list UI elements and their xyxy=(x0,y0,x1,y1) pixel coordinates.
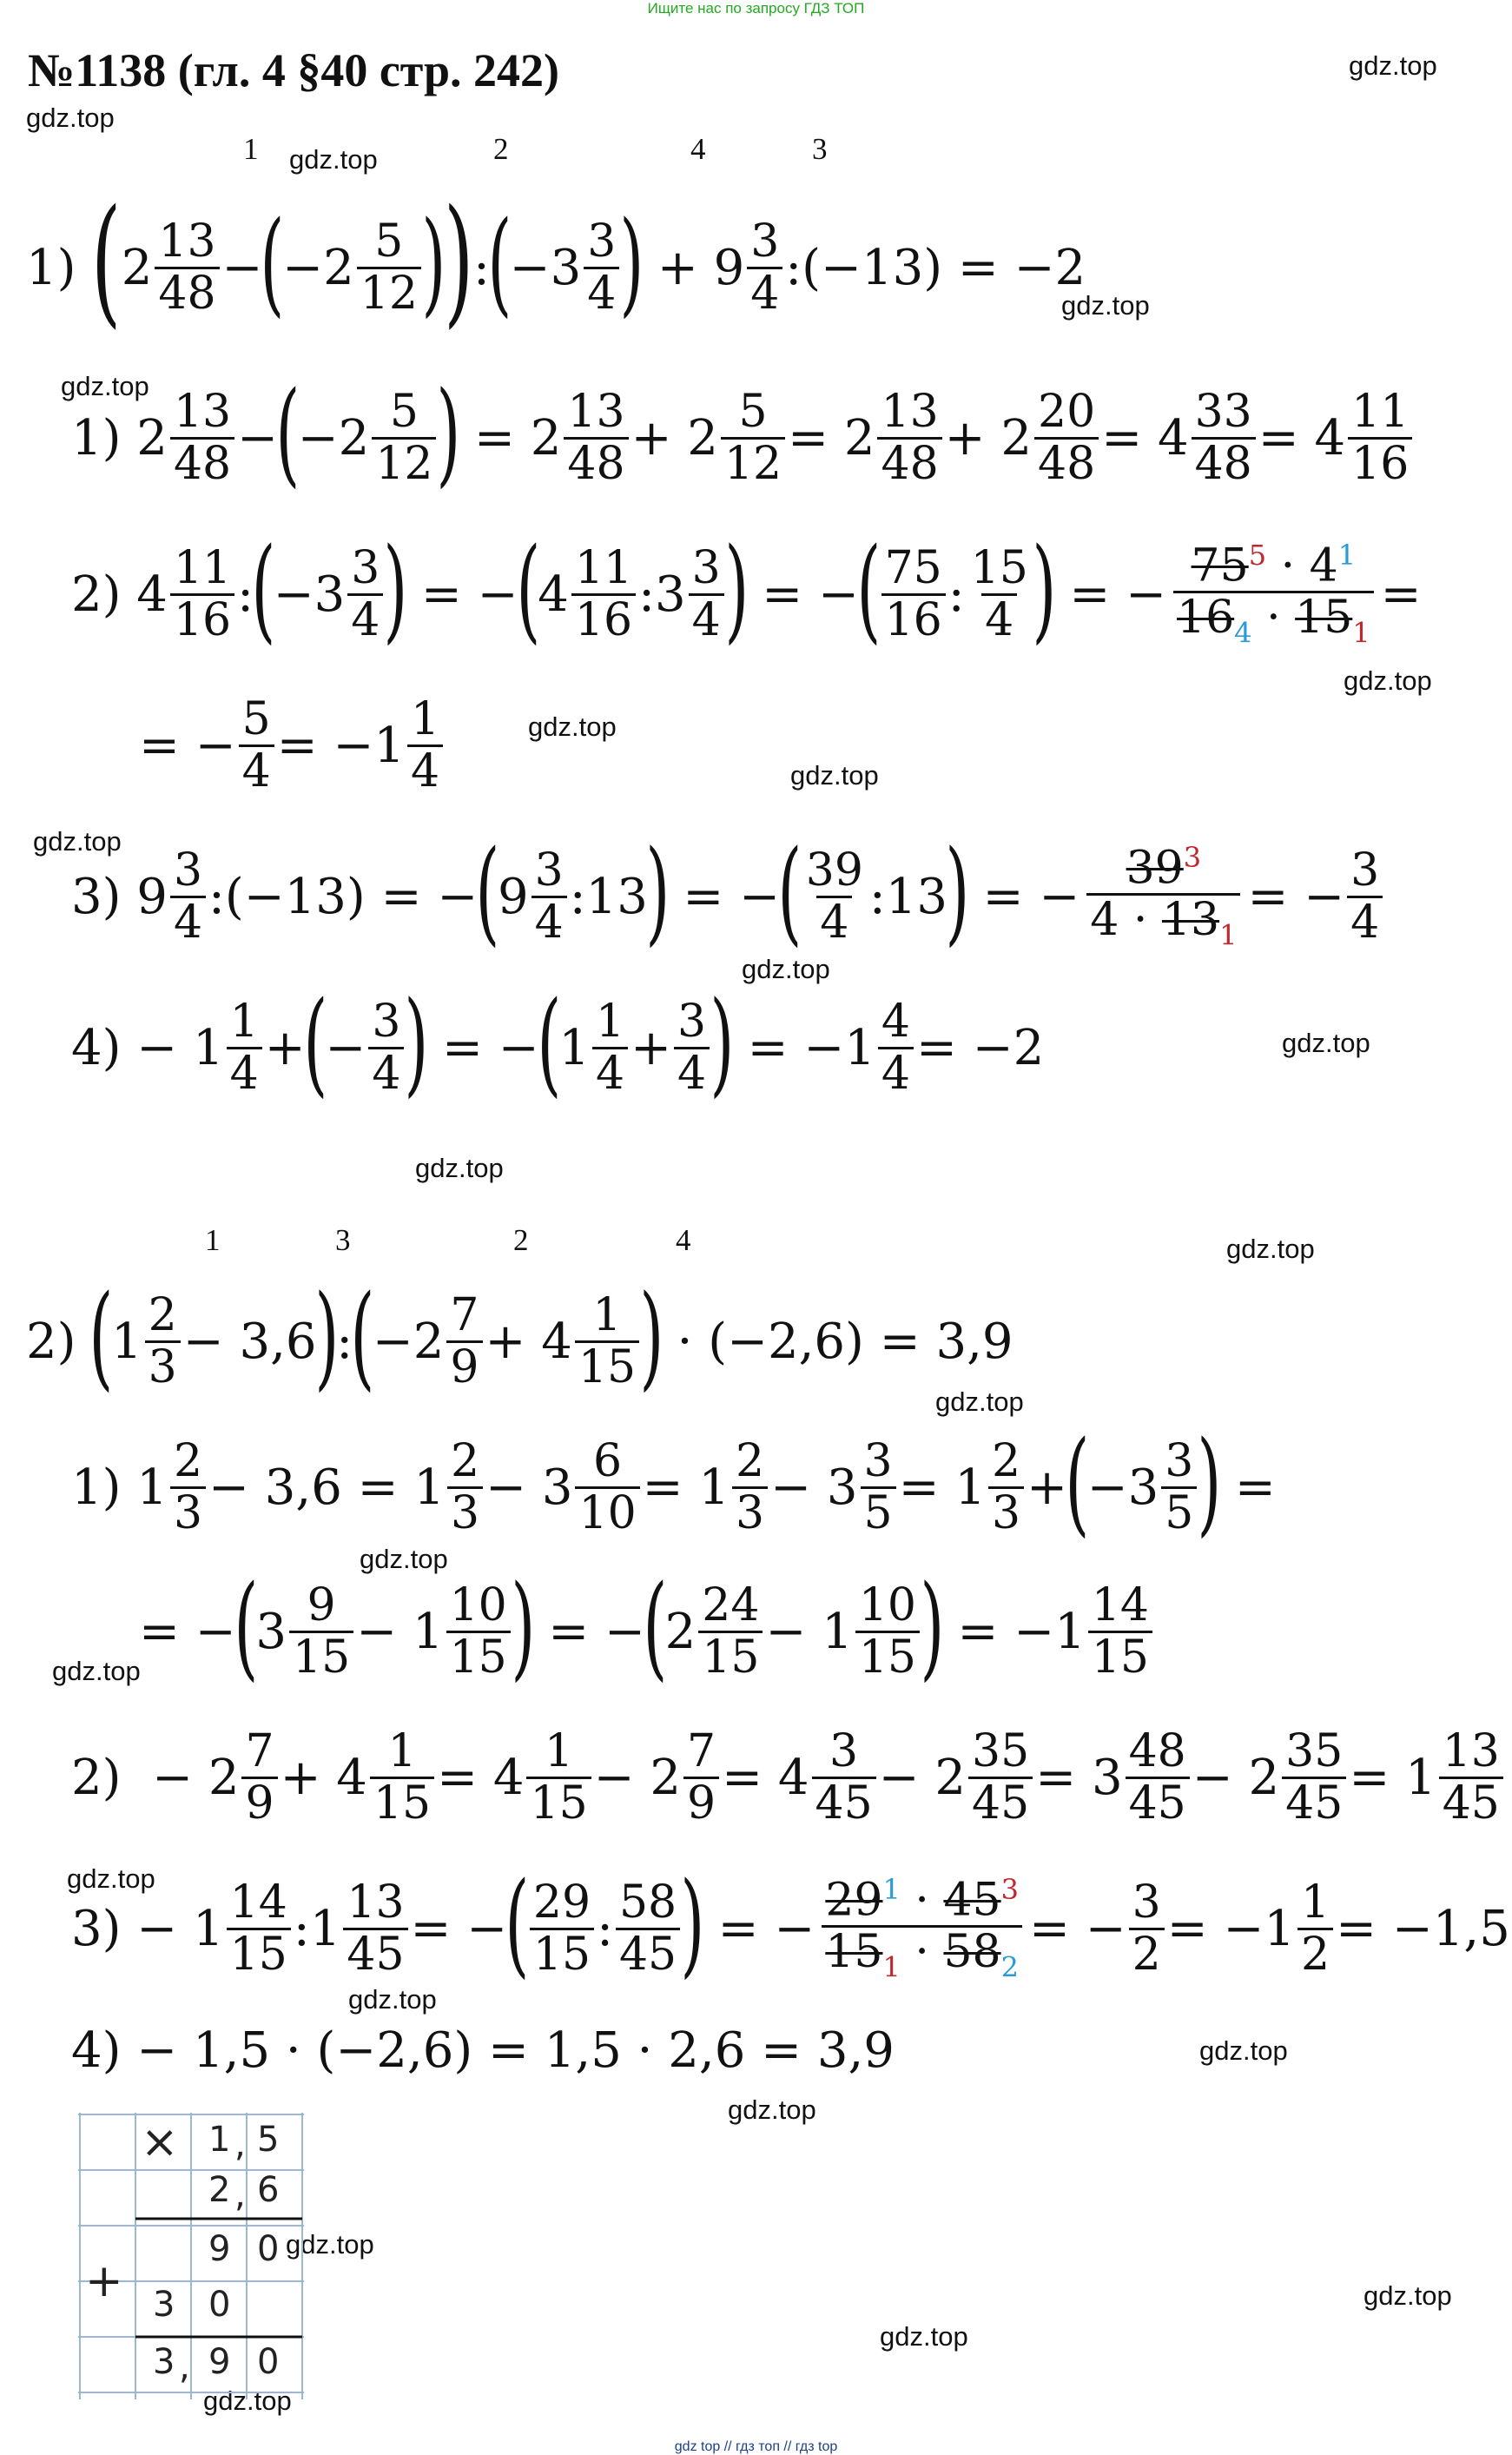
step-1-2-cont: = − $\frac{5}{4}$ = −1 1 4 xyxy=(139,693,446,797)
watermark: gdz.top xyxy=(1226,1234,1315,1264)
whole: −2 xyxy=(282,239,354,296)
fraction: 3 4 xyxy=(689,544,724,644)
times-sign: × xyxy=(141,2116,179,2168)
fraction: $\frac{35}{45}$ xyxy=(1282,1727,1346,1827)
problem-number: 2) xyxy=(26,1313,76,1370)
watermark: gdz.top xyxy=(33,826,122,857)
fraction: 1 4 xyxy=(407,695,443,795)
digit: 2 xyxy=(208,2170,231,2210)
paren: ( xyxy=(260,196,285,328)
digit: 1 xyxy=(208,2120,231,2160)
fraction: $\frac{3}{2}$ xyxy=(1129,1878,1165,1978)
watermark: gdz.top xyxy=(289,144,378,175)
fraction: 2 3 xyxy=(988,1437,1024,1537)
fraction: 9 15 xyxy=(289,1581,353,1681)
problem-1-expression xyxy=(26,179,1086,341)
cancel-fraction: $\frac{29^1 \cdot 45^3}{15_1 \cdot 58_2}$ xyxy=(822,1875,1022,1982)
fraction: 14 15 xyxy=(1088,1581,1152,1681)
fraction: 58 45 xyxy=(616,1878,680,1978)
page-title: №1138 (гл. 4 §40 стр. 242) xyxy=(28,44,560,96)
fraction: $\frac{3}{5}$ xyxy=(861,1437,896,1537)
digit: , xyxy=(234,2125,246,2165)
watermark: gdz.top xyxy=(1061,290,1150,321)
op: : xyxy=(785,239,802,296)
fraction: 3 45 xyxy=(812,1727,876,1827)
fraction: $\frac{6}{10}$ xyxy=(575,1437,639,1537)
watermark: gdz.top xyxy=(1282,1028,1370,1058)
fraction: $\frac{5}{4}$ xyxy=(239,695,274,795)
order-number: 4 xyxy=(676,1223,691,1257)
fraction: 3 4 xyxy=(532,846,567,946)
fraction: 15 4 xyxy=(970,542,1028,646)
watermark: gdz.top xyxy=(415,1153,504,1183)
cancel-fraction: $\frac{39^3}{4 \cdot 13_1}$ xyxy=(1086,843,1240,950)
fraction: 11 16 xyxy=(170,544,234,644)
watermark: gdz.top xyxy=(203,2386,292,2416)
digit: 6 xyxy=(257,2170,280,2210)
watermark: gdz.top xyxy=(1349,50,1437,81)
watermark: gdz.top xyxy=(67,1863,155,1894)
fraction: 13 48 xyxy=(877,387,941,487)
watermark: gdz.top xyxy=(61,371,149,401)
fraction: 48 45 xyxy=(1126,1727,1190,1827)
fraction: 11 16 xyxy=(1348,387,1412,487)
order-number: 3 xyxy=(812,132,828,166)
paren: ( xyxy=(91,179,122,341)
fraction: 1 4 xyxy=(227,997,262,1097)
fraction: 3 4 xyxy=(170,846,206,946)
step-1-4: 4) − 1 1 4 + ( − $\frac{3}{4}$ ) = − ( 1 1 4 + $\frac{3}{4}$ ) = −1 $\frac{4}{4}$ = −2 xyxy=(71,976,1045,1108)
watermark: gdz.top xyxy=(528,711,617,742)
fraction: $\frac{4}{4}$ xyxy=(878,997,914,1097)
step-2-3: 3) − 1 14 15 : 1 $\frac{13}{45}$ = − ( 29 15 : 58 45 ) = − $\frac{29^1 \cdot 45^3}{15_1 \cdot 58_2}$ = − $\frac{3}{2}$ = −1 $\frac{1}{2}$ = −1,5 xyxy=(71,1857,1510,1989)
watermark: gdz.top xyxy=(360,1544,448,1574)
fraction: 14 15 xyxy=(227,1878,291,1978)
fraction: 75 16 xyxy=(881,544,946,644)
problem-2-expression: 2) ( 1 2 3 − 3,6 ) : ( −2 7 9 + 4 1 15 ) · (−2,6) = 3,9 xyxy=(26,1270,1014,1402)
fraction: $\frac{33}{48}$ xyxy=(1192,387,1256,487)
fraction: 13 48 xyxy=(170,387,234,487)
cancel-fraction: $\frac{75^5 \cdot 4^1}{16_4 \cdot 15_1}$ xyxy=(1173,540,1374,647)
watermark: gdz.top xyxy=(728,2094,816,2125)
fraction: $\frac{7}{9}$ xyxy=(683,1727,719,1827)
digit: 9 xyxy=(208,2342,231,2382)
paren: ) xyxy=(421,196,446,328)
watermark: gdz.top xyxy=(1199,2035,1288,2066)
watermark: gdz.top xyxy=(742,954,830,984)
fraction: $\frac{13}{45}$ xyxy=(343,1878,407,1978)
fraction: 3 4 xyxy=(747,217,782,317)
watermark: gdz.top xyxy=(1344,665,1432,696)
paren: ( xyxy=(487,196,512,328)
watermark: gdz.top xyxy=(935,1386,1024,1417)
watermark: gdz.top xyxy=(52,1656,141,1686)
top-banner: Ищите нас по запросу ГДЗ ТОП xyxy=(647,0,865,17)
order-number: 2 xyxy=(513,1223,529,1257)
digit: 0 xyxy=(257,2229,280,2269)
op: : xyxy=(473,239,490,296)
op: + xyxy=(657,239,698,296)
paren: ) xyxy=(443,179,474,341)
fraction: 13 48 xyxy=(155,217,219,317)
fraction: 7 9 xyxy=(241,1727,277,1827)
order-number: 3 xyxy=(335,1223,351,1257)
op: = xyxy=(957,239,999,296)
digit: 0 xyxy=(257,2342,280,2382)
step-2-2: 2) − 2 7 9 + 4 $\frac{1}{15}$ = 4 1 15 − 2 $\frac{7}{9}$ = 4 3 45 − 2 $\frac{35}{45}$ = 3 48 45 − 2 $\frac{35}{45}$ = 1 13 45 xyxy=(71,1725,1506,1830)
problem-number: 1) xyxy=(26,239,76,296)
order-number: 4 xyxy=(690,132,706,166)
step-2-1-cont: = − ( 3 9 15 − 1 10 15 ) = − ( 2 24 15 − 1 10 15 ) = −1 14 15 xyxy=(139,1579,1155,1684)
fraction: 13 45 xyxy=(1439,1727,1503,1827)
fraction: $\frac{3}{4}$ xyxy=(1347,846,1383,946)
digit: 5 xyxy=(257,2120,280,2160)
fraction: 13 48 xyxy=(564,387,628,487)
fraction: $\frac{3}{4}$ xyxy=(368,997,404,1097)
order-number: 1 xyxy=(243,132,259,166)
paren: ) xyxy=(619,196,644,328)
fraction: $\frac{35}{45}$ xyxy=(968,1727,1033,1827)
digit: 3 xyxy=(153,2285,175,2325)
digit: , xyxy=(234,2175,246,2215)
fraction: 3 4 xyxy=(347,544,383,644)
fraction: 2 3 xyxy=(145,1291,181,1391)
fraction: $\frac{20}{48}$ xyxy=(1034,387,1099,487)
digit: 9 xyxy=(208,2229,231,2269)
digit: , xyxy=(179,2347,190,2387)
digit: 0 xyxy=(208,2285,231,2325)
whole: 2 xyxy=(121,239,153,296)
digit: 3 xyxy=(153,2342,175,2382)
step-2-4: 4) − 1,5 · (−2,6) = 1,5 · 2,6 = 3,9 xyxy=(71,2022,895,2079)
fraction: 1 15 xyxy=(526,1727,591,1827)
watermark: gdz.top xyxy=(790,760,879,791)
plus-sign: + xyxy=(85,2255,123,2307)
whole: 3 xyxy=(550,239,582,296)
step-1-3: 3) 9 3 4 : (−13) = − ( 9 3 4 : 13 ) = − ( 39 4 : 13 ) = − $\frac{39^3}{4 \cdot 13_1}$ = − $\frac{3}{4}$ xyxy=(71,844,1385,949)
fraction: 39 4 xyxy=(805,844,863,949)
op: − xyxy=(221,239,263,296)
column-multiplication xyxy=(78,2113,304,2399)
fraction: 5 12 xyxy=(372,387,436,487)
step-1-2: 2) 4 11 16 : ( − 3 3 4 ) = − ( 4 11 16 : 3 3 4 ) = − ( 75 16 : 15 4 ) = − $\frac{75^5 \cdot 4^1}{16_4 \cdot 15_1}$ = xyxy=(71,523,1422,655)
fraction: 5 12 xyxy=(357,217,421,317)
whole: 9 xyxy=(713,239,745,296)
order-number: 2 xyxy=(493,132,509,166)
watermark: gdz.top xyxy=(348,1984,437,2015)
fraction: 11 16 xyxy=(571,544,636,644)
fraction: 2 3 xyxy=(170,1437,206,1537)
watermark: gdz.top xyxy=(880,2321,968,2352)
fraction: 10 15 xyxy=(446,1581,511,1681)
watermark: gdz.top xyxy=(1363,2280,1452,2311)
fraction: 3 5 xyxy=(1161,1437,1197,1537)
fraction: $\frac{3}{4}$ xyxy=(674,997,710,1097)
op: − xyxy=(509,239,551,296)
fraction: $\frac{1}{2}$ xyxy=(1297,1878,1333,1978)
fraction: 7 9 xyxy=(446,1291,482,1391)
step-1-1: 1) 2 13 48 − ( −2 5 12 ) = 2 13 48 + 2 $\frac{5}{12}$ = 2 13 48 + 2 $\frac{20}{48}$ = 4 $\frac{33}{48}$ = 4 11 16 xyxy=(71,386,1415,490)
fraction: 2 3 xyxy=(447,1437,483,1537)
result: −2 xyxy=(1014,239,1086,296)
watermark: gdz.top xyxy=(26,103,115,133)
step-2-1: 1) 1 2 3 − 3,6 = 1 2 3 − 3 $\frac{6}{10}$ = 1 2 3 − 3 $\frac{3}{5}$ = 1 2 3 + ( − 3 3 5 ) = xyxy=(71,1416,1276,1548)
value: (−13) xyxy=(802,239,943,296)
fraction: 1 15 xyxy=(575,1291,639,1391)
order-number: 1 xyxy=(205,1223,221,1257)
watermark: gdz.top xyxy=(286,2229,374,2260)
fraction: 1 4 xyxy=(592,997,628,1097)
bottom-banner: gdz top // гдз топ // гдз top xyxy=(674,2439,838,2454)
fraction: $\frac{5}{12}$ xyxy=(721,387,785,487)
fraction: 29 15 xyxy=(530,1878,594,1978)
fraction: 2 3 xyxy=(732,1437,768,1537)
fraction: $\frac{1}{15}$ xyxy=(370,1727,434,1827)
fraction: 10 15 xyxy=(855,1581,920,1681)
fraction: 24 15 xyxy=(698,1581,763,1681)
fraction: 3 4 xyxy=(584,217,619,317)
